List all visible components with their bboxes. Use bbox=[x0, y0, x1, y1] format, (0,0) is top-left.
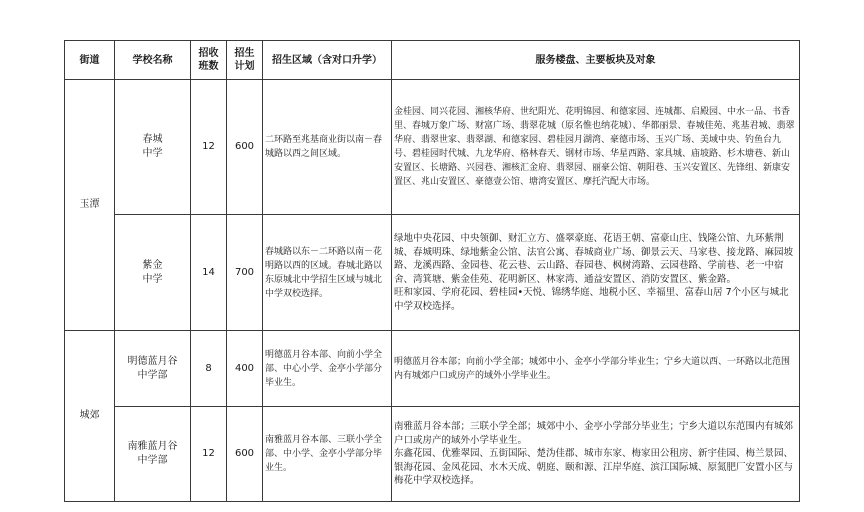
class-count: 12 bbox=[191, 407, 227, 502]
header-service: 服务楼盘、主要板块及对象 bbox=[392, 41, 800, 80]
header-plan: 招生 计划 bbox=[227, 41, 263, 80]
table-row bbox=[65, 331, 800, 407]
header-classes: 招收 班数 bbox=[191, 41, 227, 80]
class-count: 12 bbox=[191, 80, 227, 215]
header-school: 学校名称 bbox=[115, 41, 191, 80]
header-street: 街道 bbox=[65, 41, 115, 80]
street-cell-yutan: 玉潭 bbox=[65, 80, 115, 331]
zone-text: 明德蓝月谷本部、向前小学全部、中心小学、金亭小学部分毕业生。 bbox=[263, 331, 392, 407]
service-text: 南雅蓝月谷本部；三联小学全部；城郊中小、金亭小学部分毕业生；宁乡大道以东范围内有城郊户口或房产的域外小学毕业生。 东鑫花园、优雅翠园、五街国际、楚沩佳郡、城市东家、梅家田公租房、新宇佳园、梅兰景园、银海花园、金凤花园、水木天成、朝庭、颐和源、江岸华庭、滨江国际城、原氮肥厂安置小区与梅花中学双校选择。 bbox=[392, 407, 800, 502]
enrollment-plan: 400 bbox=[227, 331, 263, 407]
class-count: 14 bbox=[191, 215, 227, 331]
street-cell-chengjiao: 城郊 bbox=[65, 331, 115, 502]
zone-text: 南雅蓝月谷本部、三联小学全部、中小学、金亭小学部分毕业生。 bbox=[263, 407, 392, 502]
zone-text: 二环路至兆基商业街以南－春城路以西之间区域。 bbox=[263, 80, 392, 215]
header-row bbox=[65, 41, 800, 80]
enrollment-plan: 700 bbox=[227, 215, 263, 331]
school-name: 明德蓝月谷 中学部 bbox=[115, 331, 191, 407]
enrollment-plan: 600 bbox=[227, 80, 263, 215]
table-row bbox=[65, 80, 800, 215]
header-zone: 招生区域（含对口升学） bbox=[263, 41, 392, 80]
school-name: 紫金 中学 bbox=[115, 215, 191, 331]
enrollment-plan: 600 bbox=[227, 407, 263, 502]
service-text: 明德蓝月谷本部；向前小学全部；城郊中小、金亭小学部分毕业生；宁乡大道以西、一环路以北范围内有城郊户口或房产的域外小学毕业生。 bbox=[392, 331, 800, 407]
zone-text: 春城路以东－二环路以南－花明路以西的区域。春城北路以东原城北中学招生区域与城北中学双校选择。 bbox=[263, 215, 392, 331]
table-row bbox=[65, 215, 800, 331]
admissions-table bbox=[64, 40, 800, 502]
class-count: 8 bbox=[191, 331, 227, 407]
school-name: 南雅蓝月谷 中学部 bbox=[115, 407, 191, 502]
school-name: 春城 中学 bbox=[115, 80, 191, 215]
service-text: 金桂园、同兴花园、湘核华府、世纪阳光、花明锦园、和德家园、连城都、启殿园、中水一品、书香里、春城万象广场、财富广场、翡翠花城（原名惟也纳花城）、华都丽景、春城佳苑、兆基君城、翡翠华府、翡翠世家、翡翠湖、和德家园、碧桂园月湖湾、豪德市场、玉兴广场、美域中央、钓鱼台九号、碧桂园时代城、九龙华府、格林春天、钢材市场、华星西路、家具城、庙坡路、杉木塘巷、新山安置区、长塘路、兴园巷、湘核汇金府、翡翠园、丽豪公馆、朝阳巷、玉兴安置区、先锋组、新康安置区、兆山安置区、豪德壹公馆、塘湾安置区、摩托汽配大市场。 bbox=[392, 80, 800, 215]
table-row bbox=[65, 407, 800, 502]
service-text: 绿地中央花园、中央领御、财汇立方、盛翠豪庭、花语王朝、富豪山庄、钱隆公馆、九环紫荆城、春城明珠、绿地紫金公馆、法官公寓、春城商业广场、御景云天、马家巷、接龙路、麻园坡路、龙溪西路、金园巷、花云巷、云山路、春园巷、枫树湾路、云园巷路、学前巷、老一中宿舍、湾箕塘、紫金佳苑、花明新区、林家湾、通益安置区、消防安置区、紫金路。 旺和家园、学府花园、碧桂园•天悦、锦绣华庭、地税小区、幸福里、富春山居 7个小区与城北中学双校选择。 bbox=[392, 215, 800, 331]
